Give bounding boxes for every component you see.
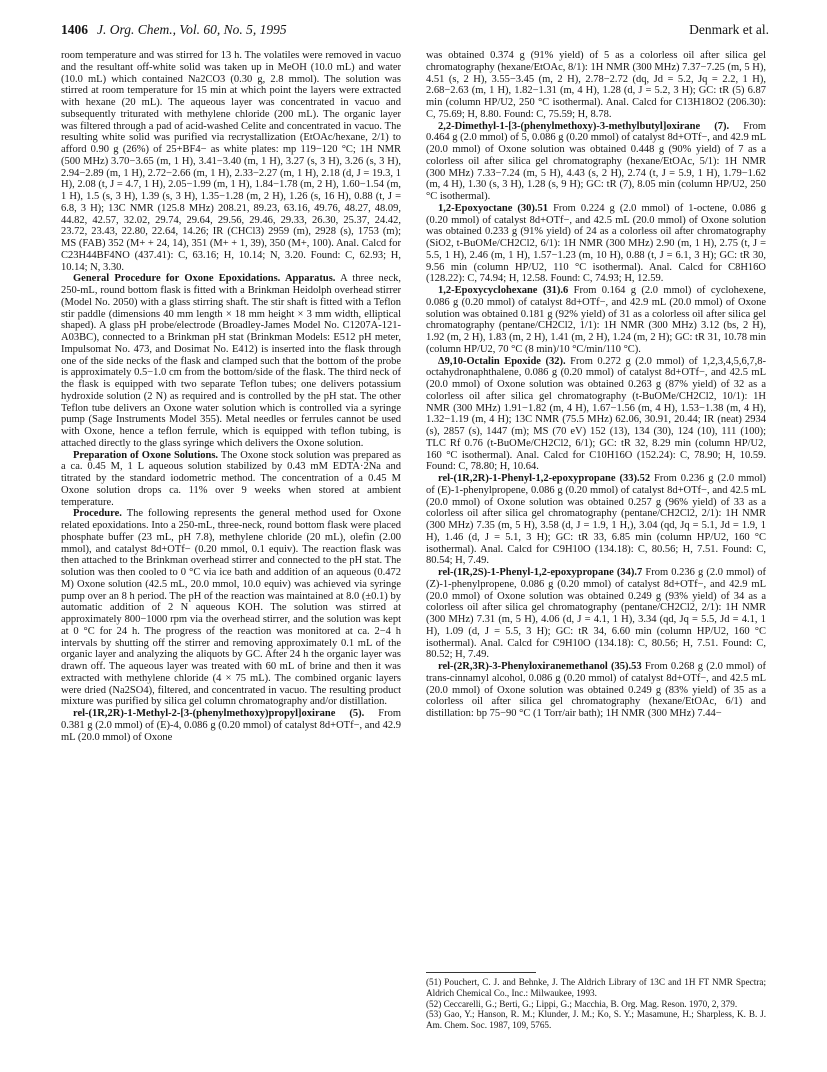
paragraph-compound-5-cont: was obtained 0.374 g (91% yield) of 5 as a colorless oil after silica gel chromatography (hexane/EtOAc, 8/1): 1H NMR (300 MHz) 7.37−7.25 (m, 5 H), 4.51 (s, 2 H), 3.55−3.45 (m, 2 H), 2.78−2.72 (dq, Jd = 5.2, Jq = 2.2, 1 H), 2.68−2.63 (m, 1 H), 1.82−1.31 (m, 4 H), 1.28 (d, J = 5.2, 3 H); GC: tR (5) 6.87 min (column HP/U2, 250 °C isothermal). Anal. Calcd for C13H18O2 (206.30): C, 75.69; H, 8.80. Found: C, 75.59; H, 8.78.	[426, 50, 766, 120]
running-authors: Denmark et al.	[689, 22, 769, 37]
compound-35-text: From 0.268 g (2.0 mmol) of trans-cinnamyl alcohol, 0.086 g (0.20 mmol) of catalyst 8d+OTf−, and 42.5 mL (20.0 mmol) of Oxone solution was obtained 0.249 g (83% yield) of 35 as a colorless oil after silica gel chromatography (hexane/EtOAc, 6/1) and distillation: bp 75−90 °C (1 Torr/air bath); 1H NMR (300 MHz) 7.44−	[426, 661, 767, 719]
paragraph-compound-32	[426, 356, 766, 474]
footnote-divider	[426, 972, 536, 973]
heading-compound-7: 2,2-Dimethyl-1-[3-(phenylmethoxy)-3-methylbutyl]oxirane (7).	[438, 120, 730, 132]
heading-compound-33: rel-(1R,2R)-1-Phenyl-1,2-epoxypropane (33).52	[438, 473, 651, 484]
footnotes	[426, 972, 766, 1031]
paragraph-compound-35	[426, 661, 766, 720]
compound-34-text: From 0.236 g (2.0 mmol) of (Z)-1-phenylpropene, 0.086 g (0.20 mmol) of catalyst 8d+OTf−, and 42.9 mL (20.0 mmol) of Oxone solution was obtained 0.249 g (93% yield) of 34 as a colorless oil after silica gel chromatography (pentane/CH2Cl2, 2/1): 1H NMR (300 MHz) 7.31 (m, 5 H), 4.06 (d, J = 4.1, 1 H), 3.34 (qd, Jq = 5.5, Jd = 4.1, 1 H), 1.09 (d, J = 5.5, 3 H); GC: tR 34, 6.60 min (column HP/U2, 160 °C isothermal). Anal. Calcd for C9H10O (134.18): C, 80.56; H, 7.51. Found: C, 80.52; H, 7.49.	[426, 567, 766, 661]
heading-compound-35: rel-(2R,3R)-3-Phenyloxiranemethanol (35).53	[438, 661, 642, 672]
heading-oxone-solutions: Preparation of Oxone Solutions.	[73, 449, 219, 461]
paragraph-oxone-solutions	[61, 450, 401, 509]
paragraph-procedure	[61, 508, 401, 708]
right-column	[426, 50, 766, 720]
paragraph-compound-31	[426, 285, 766, 356]
footnote-53: (53) Gao, Y.; Hanson, R. M.; Klunder, J. M.; Ko, S. Y.; Masamune, H.; Sharpless, K. B. J. Am. Chem. Soc. 1987, 109, 5765.	[426, 1009, 766, 1031]
paragraph-compound-7	[426, 121, 766, 203]
compound-30-text: From 0.224 g (2.0 mmol) of 1-octene, 0.086 g (0.20 mmol) of catalyst 8d+OTf−, and 42.5 mL (20.0 mmol) of Oxone solution was obtained 0.233 g (91% yield) of 24 as a colorless oil after chromatography (SiO2, t-BuOMe/CH2Cl2, 6/1): 1H NMR (300 MHz) 2.90 (m, 1 H), 2.75 (t, J = 5.5, 1 H), 2.46 (m, 1 H), 1.57−1.23 (m, 10 H), 0.88 (t, J = 6.1, 3 H); GC: tR 30, 9.56 min (column HP/U2, 110 °C isothermal). Anal. Calcd for C8H16O (128.22): C, 74.94; H, 12.58. Found: C, 74.93; H, 12.59.	[426, 202, 767, 285]
footnote-51: (51) Pouchert, C. J. and Behnke, J. The Aldrich Library of 13C and 1H FT NMR Spectra; Aldrich Chemical Co., Inc.: Milwaukee, 1993.	[426, 977, 766, 998]
footnote-52: (52) Ceccarelli, G.; Berti, G.; Lippi, G.; Macchia, B. Org. Mag. Reson. 1970, 2, 379.	[426, 998, 738, 1009]
paragraph-compound-30	[426, 203, 766, 285]
paragraph-apparatus	[61, 273, 401, 449]
compound-5-text: From 0.381 g (2.0 mmol) of (E)-4, 0.086 g (0.20 mmol) of catalyst 8d+OTf−, and 42.9 mL (20.0 mmol) of Oxone	[61, 708, 401, 743]
compound-31-text: From 0.164 g (2.0 mmol) of cyclohexene, 0.086 g (0.20 mmol) of catalyst 8d+OTf−, and 42.9 mL (20.0 mmol) of Oxone solution was obtained 0.181 g (92% yield) of 31 as a colorless oil after silica gel chromatography (pentane/CH2Cl2, 1/1): 1H NMR (300 MHz) 3.12 (bs, 2 H), 1.92 (m, 2 H), 1.83 (m, 2 H), 1.41 (m, 2 H), 1.24 (m, 2 H); GC: tR 31, 10.78 min (column HP/U2, 70 °C (8 min)/10 °C/min/110 °C).	[426, 285, 767, 355]
oxone-solutions-text: The Oxone stock solution was prepared as a ca. 0.45 M, 1 L aqueous solution stabilized by 0.43 mM EDTA·2Na and titrated by the standard iodometric method. The concentration of a 0.45 M Oxone solution drops ca. 11% over 9 weeks when stored at ambient temperature.	[61, 449, 402, 508]
heading-procedure: Procedure.	[73, 508, 122, 520]
journal-citation: J. Org. Chem., Vol. 60, No. 5, 1995	[97, 22, 287, 37]
heading-compound-5: rel-(1R,2R)-1-Methyl-2-[3-(phenylmethoxy)propyl]oxirane (5).	[73, 708, 365, 719]
apparatus-text: A three neck, 250-mL, round bottom flask is fitted with a Brinkman Heidolph overhead stirrer (Model No. 2050) with a glass stirring shaft. The stir shaft is fitted with a Teflon stir paddle (dimensions 40 mm length × 18 mm height × 3 mm width, elliptical shaped). A glass pH probe/electrode (Broadley-James Model No. C1207A-121-A03BC), connected to a Brinkman pH stat (Brinkman Models: E512 pH meter, Impulsomat No. 473, and Dosimat No. E412) is inserted into the flask through one of the side necks of the flask and clamped such that the bottom of the probe is approximately 0.5−1.0 cm from the bottom/side of the flask. The third neck of the flask is equipped with two separate Teflon tubes; one delivers potassium hydroxide solution (2 N) as required and is controlled by the pH stat. The other Teflon tube delivers an Oxone water solution which is controlled via a syringe pump (Sage Instruments Model 355). Metal needles or ferrules cannot be used with Oxone, hence a teflon ferrule, which is equipped with teflon tubing, is attached directly to the glass syringe which delivers the Oxone solution.	[61, 273, 401, 449]
compound-33-text: From 0.236 g (2.0 mmol) of (E)-1-phenylpropene, 0.086 g (0.20 mmol) of catalyst 8d+OTf−, and 42.5 mL (20.0 mmol) of Oxone solution was obtained 0.257 g (96% yield) of 33 as a colorless oil after silica gel chromatography (pentane/CH2Cl2, 2/1): 1H NMR (300 MHz) 7.35 (m, 5 H), 3.58 (d, J = 1.9, 1 H,), 3.04 (qd, Jq = 5.1, Jd = 1.9, 1 H), 1.46 (d, J = 5.1, 3 H); GC: tR 33, 6.85 min (column HP/U2, 160 °C isothermal). Anal. Calcd for C9H10O (134.18): C, 80.56; H, 7.51. Found: C, 80.54; H, 7.49.	[426, 473, 767, 567]
procedure-text: The following represents the general method used for Oxone related epoxidations. Into a 250-mL, three-neck, round bottom flask were placed phosphate buffer (23 mL, pH 7.8), methylene chloride (20 mL), olefin (2.00 mmol), and catalyst 8d+OTf− (0.20 mmol, 0.1 equiv). The reaction flask was then attached to the Brinkman overhead stirrer and connected to the pH stat. The solution was then cooled to 0 °C via ice bath and addition of an aqueous (0.472 M) Oxone solution (42.5 mL, 20.0 mmol, 10.0 equiv) was achieved via syringe pump over an 8 h period. The pH of the reaction was maintained at 8.0 (±0.1) by automatic addition of 2 N aqueous KOH. The solution was stirred at approximately 800−1000 rpm via the overhead stirrer, and the solution was kept at 0 °C for 24 h. The progress of the reaction was monitored at ca. 2−4 h intervals by shutting off the stirrer and removing approximately 0.1 mL of the organic layer and analyzing the aliquots by GC. After 24 h the organic layer was drawn off. The aqueous layer was treated with 60 mL of brine and then it was extracted with methylene chloride (4 × 75 mL). The combined organic layers were dried (Na2SO4), filtered, and concentrated in vacuo. The resulting product mixture was purified by silica gel column chromatography and/or distillation.	[61, 508, 401, 708]
heading-apparatus: General Procedure for Oxone Epoxidations. Apparatus.	[73, 273, 336, 285]
page-header	[61, 22, 769, 40]
heading-compound-30: 1,2-Epoxyoctane (30).51	[438, 202, 549, 214]
compound-7-text: From 0.464 g (2.0 mmol) of 5, 0.086 g (0.20 mmol) of catalyst 8d+OTf−, and 42.9 mL (20.0 mmol) of Oxone solution was obtained 0.448 g (90% yield) of 7 as a colorless oil after silica gel chromatography (hexane/EtOAc, 5/1): 1H NMR (300 MHz) 7.33−7.24 (m, 5 H), 4.43 (s, 2 H), 2.74 (t, J = 5.9, 1 H), 1.79−1.62 (m, 4 H), 1.30 (s, 3 H), 1.28 (s, 9 H); GC: tR (7), 8.05 min (column HP/U2, 250 °C isothermal).	[426, 120, 766, 202]
heading-compound-34: rel-(1R,2S)-1-Phenyl-1,2-epoxypropane (34).7	[438, 567, 643, 578]
page-number: 1406	[61, 22, 88, 37]
left-column	[61, 50, 401, 743]
compound-32-text: From 0.272 g (2.0 mmol) of 1,2,3,4,5,6,7,8-octahydronaphthalene, 0.086 g (0.20 mmol) of catalyst 8d+OTf−, and 42.5 mL (20.0 mmol) of Oxone solution was obtained 0.263 g (87% yield) of 32 as a colorless oil after silica gel chromatography (t-BuOMe/CH2Cl2, 10/1): 1H NMR (300 MHz) 1.91−1.82 (m, 4 H), 1.67−1.56 (m, 4 H), 1.53−1.38 (m, 4 H), 1.32−1.19 (m, 4 H); 13C NMR (75.5 MHz) 62.06, 30.91, 20.44; IR (neat) 2934 (s), 2857 (s), 1447 (m); MS (70 eV) 152 (13), 134 (30), 124 (10), 111 (100); TLC Rf 0.76 (t-BuOMe/CH2Cl2, 6/1); GC: tR 32, 8.29 min (column HP/U2, 160 °C isothermal). Anal. Calcd for C10H16O (152.24): C, 78.90; H, 10.59. Found: C, 78.80; H, 10.64.	[426, 355, 766, 473]
paragraph-salt-characterization: room temperature and was stirred for 13 h. The volatiles were removed in vacuo and the resultant off-white solid was taken up in MeOH (10.0 mL) and water (10.0 mL) which contained Na2CO3 (0.30 g, 2.8 mmol). The solution was stirred at room temperature for 15 min at which point the layers were extracted with hexane (20 mL). The aqueous layer was concentrated in vacuo and subsequently triturated with methylene chloride (200 mL). The organic layer was filtered through a pad of acid-washed Celite and concentrated in vacuo. The resulting white solid was purified via recrystallization (EtOAc/hexane, 2/1) to afford 0.90 g (26%) of 25+BF4− as white plates: mp 119−120 °C; 1H NMR (500 MHz) 3.70−3.65 (m, 1 H), 3.41−3.40 (m, 1 H), 3.27 (s, 3 H), 3.26 (s, 3 H), 2.94−2.89 (m, 1 H), 2.72−2.66 (m, 1 H), 2.33−2.27 (m, 1 H), 2.18 (d, J = 19.3, 1 H), 2.08 (t, J = 4.7, 1 H), 2.05−1.99 (m, 1 H), 1.84−1.78 (m, 2 H), 1.60−1.54 (m, 1 H), 1.5 (s, 3 H), 1.39 (s, 3 H), 1.35−1.28 (m, 2 H), 1.26 (s, 16 H), 0.88 (t, J = 6.8, 3 H); 13C NMR (125.8 MHz) 208.21, 89.23, 63.16, 49.76, 48.27, 48.09, 44.82, 42.57, 32.02, 29.74, 29.64, 29.56, 29.46, 29.33, 26.30, 25.37, 24.42, 23.72, 23.43, 22.80, 22.64, 14.26; IR (CHCl3) 2959 (m), 2928 (s), 1753 (m); MS (FAB) 352 (M+ + 24, 14), 351 (M+ + 1, 39), 350 (M+, 100). Anal. Calcd for C23H44BF4NO (437.41): C, 63.16; H, 10.14; N, 3.20. Found: C, 62.93; H, 10.14; N, 3.30.	[61, 50, 401, 273]
paragraph-compound-34	[426, 567, 766, 661]
heading-compound-32: Δ9,10-Octalin Epoxide (32).	[438, 355, 566, 367]
heading-compound-31: 1,2-Epoxycyclohexane (31).6	[438, 285, 569, 296]
paragraph-compound-5	[61, 708, 401, 743]
paragraph-compound-33	[426, 473, 766, 567]
